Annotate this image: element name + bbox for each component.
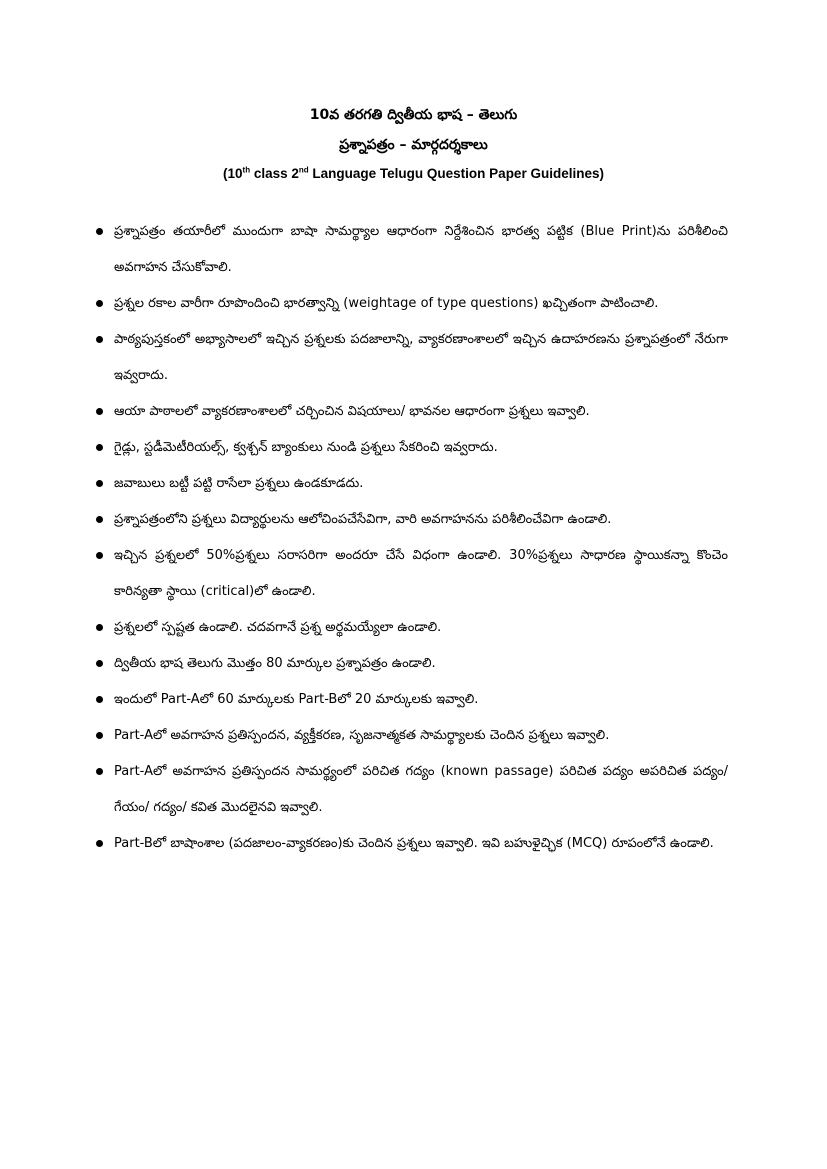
document-subtitle: ప్రశ్నాపత్రం – మార్గదర్శకాలు <box>339 137 488 153</box>
guidelines-list <box>96 214 728 862</box>
document-title: 10వ తరగతి ద్వితీయ భాష – తెలుగు <box>309 107 518 123</box>
english-title-suffix: Language Telugu Question Paper Guidelines) <box>308 166 604 181</box>
list-item <box>96 826 728 862</box>
bullet-icon <box>96 228 103 235</box>
bullet-icon <box>96 300 103 307</box>
list-item <box>96 430 728 466</box>
bullet-icon <box>96 660 103 667</box>
guideline-text: Part-Aలో అవగాహన ప్రతిస్పందన సామర్థ్యంలో పరిచిత గద్యం (known passage) పరిచిత పద్యం అపరిచిత పద్యం/ గేయం/ గద్యం/ కవిత మొదలైనవి ఇవ్వాలి. <box>114 764 728 815</box>
list-item <box>96 682 728 718</box>
guideline-text: ఇచ్చిన ప్రశ్నలలో 50%ప్రశ్నలు సరాసరిగా అందరూ చేసే విధంగా ఉండాలి. 30%ప్రశ్నలు సాధారణ స్థాయికన్నా కొంచెం కారిన్యతా స్థాయి (critical)లో ఉండాలి. <box>114 548 728 599</box>
guideline-text: ప్రశ్నాపత్రంలోని ప్రశ్నలు విద్యార్థులను ఆలోచింపచేసేవిగా, వారి అవగాహనను పరిశీలించేవిగా ఉండాలి. <box>114 512 612 527</box>
list-item <box>96 466 728 502</box>
guideline-text: ప్రశ్నాపత్రం తయారీలో ముందుగా బాషా సామర్థ్యాల ఆధారంగా నిర్దేశించిన భారత్వ పట్టిక (Blue Print)ను పరిశీలించి అవగాహన చేసుకోవాలి. <box>114 224 728 275</box>
bullet-icon <box>96 696 103 703</box>
bullet-icon <box>96 624 103 631</box>
guideline-text: జవాబులు బట్టీ పట్టి రాసేలా ప్రశ్నలు ఉండకూడదు. <box>114 476 364 491</box>
list-item <box>96 718 728 754</box>
bullet-icon <box>96 840 103 847</box>
guideline-text: పాఠ్యపుస్తకంలో అభ్యాసాలలో ఇచ్చిన ప్రశ్నలకు పదజాలాన్ని, వ్యాకరణాంశాలలో ఇచ్చిన ఉదాహరణను ప్రశ్నాపత్రంలో నేరుగా ఇవ్వరాదు. <box>114 332 728 383</box>
guideline-text: ద్వితీయ భాష తెలుగు మొత్తం 80 మార్కుల ప్రశ్నాపత్రం ఉండాలి. <box>114 656 436 671</box>
bullet-icon <box>96 732 103 739</box>
list-item <box>96 538 728 610</box>
bullet-icon <box>96 480 103 487</box>
document-header <box>0 100 827 186</box>
list-item <box>96 754 728 826</box>
guideline-text: Part-Bలో బాషాంశాల (పదజాలం-వ్యాకరణం)కు చెందిన ప్రశ్నలు ఇవ్వాలి. ఇవి బహుళైచ్ఛిక (MCQ) రూపంలోనే ఉండాలి. <box>114 836 714 851</box>
english-title-middle: class 2 <box>250 166 299 181</box>
list-item <box>96 286 728 322</box>
bullet-icon <box>96 444 103 451</box>
list-item <box>96 322 728 394</box>
english-title-sup-th: th <box>242 165 251 175</box>
list-item <box>96 646 728 682</box>
list-item <box>96 610 728 646</box>
bullet-icon <box>96 768 103 775</box>
guideline-text: గైడ్లు, స్టడీమెటీరియల్స్, క్వశ్చన్ బ్యాంకులు నుండి ప్రశ్నలు సేకరించి ఇవ్వరాదు. <box>114 440 498 455</box>
bullet-icon <box>96 408 103 415</box>
list-item <box>96 214 728 286</box>
english-title-prefix: (10 <box>223 166 243 181</box>
bullet-icon <box>96 336 103 343</box>
list-item <box>96 394 728 430</box>
bullet-icon <box>96 516 103 523</box>
guideline-text: Part-Aలో అవగాహన ప్రతిస్పందన, వ్యక్తీకరణ, సృజనాత్మకత సామర్థ్యాలకు చెందిన ప్రశ్నలు ఇవ్వాలి. <box>114 728 610 743</box>
english-title <box>0 162 827 186</box>
list-item <box>96 502 728 538</box>
guideline-text: ఇందులో Part-Aలో 60 మార్కులకు Part-Bలో 20 మార్కులకు ఇవ్వాలి. <box>114 692 479 707</box>
guideline-text: ప్రశ్నల రకాల వారీగా రూపొందించి భారత్వాన్ని (weightage of type questions) ఖచ్చితంగా పాటించాలి. <box>114 296 659 311</box>
english-title-sup-nd: nd <box>298 165 309 175</box>
guideline-text: ప్రశ్నలలో స్పష్టత ఉండాలి. చదవగానే ప్రశ్న అర్థమయ్యేలా ఉండాలి. <box>114 620 442 635</box>
guideline-text: ఆయా పాఠాలలో వ్యాకరణాంశాలలో చర్చించిన విషయాలు/ భావనల ఆధారంగా ప్రశ్నలు ఇవ్వాలి. <box>114 404 590 419</box>
bullet-icon <box>96 552 103 559</box>
